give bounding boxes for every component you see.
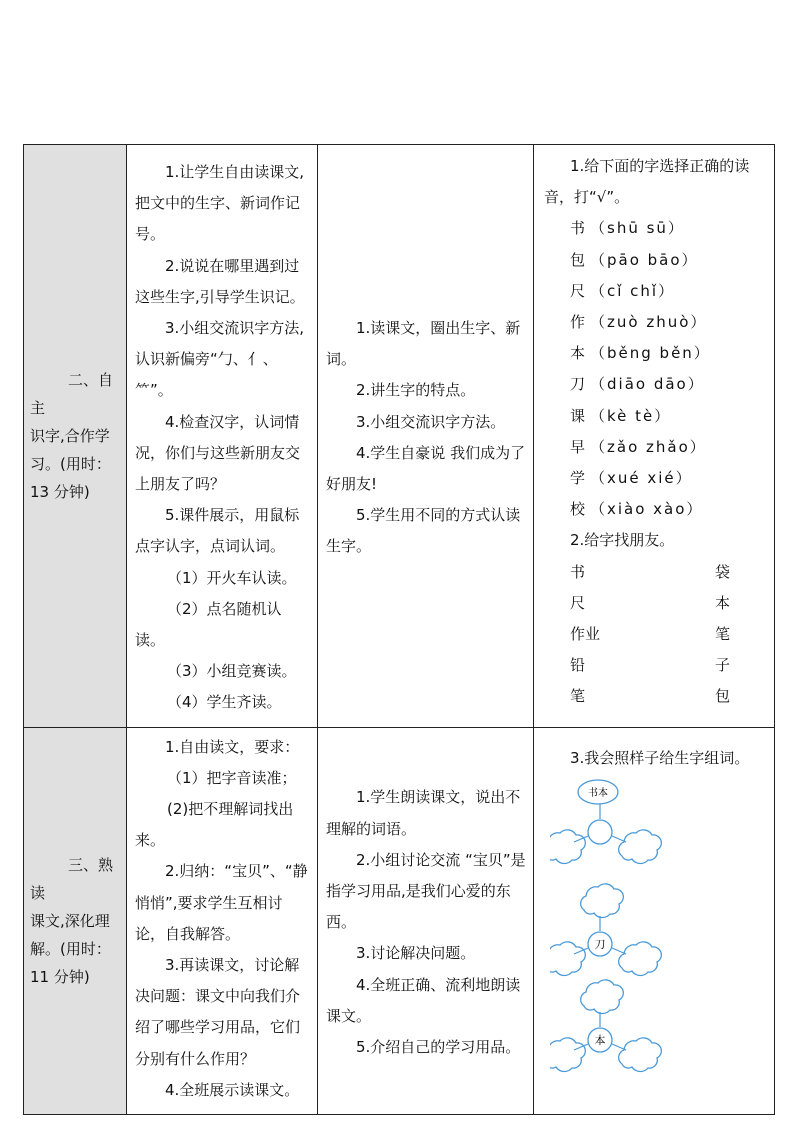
pinyin-choice: 学 （xué xié）	[570, 469, 693, 488]
pair-row: 书 袋	[570, 562, 730, 581]
stage-line: 11 分钟)	[30, 967, 90, 986]
stage-cell	[24, 727, 127, 1114]
student-activity-cell	[318, 145, 534, 728]
cloud-shape	[581, 884, 624, 918]
teacher-step: 2.归纳：“宝贝”、“静悄悄”,要求学生互相讨论，自我解答。	[135, 862, 308, 943]
teacher-substep: （2）点名随机认读。	[135, 599, 282, 650]
cloud-shape	[550, 830, 585, 864]
teacher-substep: （4）学生齐读。	[167, 693, 282, 712]
example-word: 书本	[588, 787, 608, 799]
teacher-substep: （1）把字音读准；	[167, 768, 297, 787]
stage-line: 二、自主	[30, 370, 114, 417]
cloud-shape	[550, 942, 585, 976]
cloud-shape	[619, 830, 662, 864]
connector-line	[574, 948, 588, 954]
word-web	[550, 780, 661, 864]
student-step: 4.全班正确、流利地朗读课文。	[326, 975, 521, 1025]
pinyin-choice: 刀 （diāo dāo）	[570, 375, 705, 394]
teacher-step: 2.说说在哪里遇到过这些生字,引导学生识记。	[135, 256, 305, 306]
practice-cell	[534, 727, 775, 1114]
teacher-activity-cell	[127, 145, 318, 728]
stage-cell	[24, 145, 127, 728]
student-step: 2.讲生字的特点。	[356, 381, 476, 400]
pinyin-choice: 包 （pāo bāo）	[570, 250, 699, 269]
student-step: 2.小组讨论交流 “宝贝”是指学习用品,是我们心爱的东西。	[326, 850, 526, 932]
student-step: 3.小组交流识字方法。	[356, 412, 506, 431]
teacher-activity-cell	[127, 727, 318, 1114]
pair-row: 尺 本	[570, 593, 730, 612]
word-web-diagrams	[550, 770, 670, 1080]
teacher-substep: （1）开火车认读。	[167, 568, 297, 587]
connector-line	[574, 836, 588, 842]
teacher-step: 1.自由读文，要求：	[165, 737, 300, 756]
student-step: 5.学生用不同的方式认读生字。	[326, 506, 521, 556]
teacher-step: 4.检查汉字，认词情况，你们与这些新朋友交上朋友了吗？	[135, 412, 301, 494]
teacher-substep: （3）小组竞赛读。	[167, 662, 297, 681]
table-row	[24, 145, 775, 728]
matching-pairs	[544, 557, 766, 713]
center-character: 本	[594, 1033, 606, 1047]
center-circle	[588, 820, 612, 844]
pinyin-choice: 校 （xiào xào）	[570, 500, 704, 519]
connector-line	[574, 1044, 588, 1050]
student-step: 1.读课文，圈出生字、新词。	[326, 319, 521, 369]
pinyin-choice: 书 （shū sū）	[570, 219, 685, 238]
pinyin-choice: 尺 （cǐ chǐ）	[570, 281, 676, 300]
pair-row: 笔 包	[570, 687, 730, 706]
pinyin-choice: 本 （běng běn）	[570, 344, 711, 363]
teacher-step: 4.全班展示读课文。	[165, 1080, 300, 1099]
teacher-step: 3.再读课文，讨论解决问题：课文中向我们介绍了哪些学习用品，它们分别有什么作用？	[135, 956, 301, 1068]
stage-line: 解。(用时：	[30, 939, 111, 958]
pinyin-choice: 作 （zuò zhuò）	[570, 313, 708, 332]
word-web	[550, 980, 661, 1072]
student-step: 3.讨论解决问题。	[356, 944, 476, 963]
stage-line: 课文,深化理	[30, 911, 110, 930]
center-character: 刀	[594, 937, 606, 951]
teacher-step: 3.小组交流识字方法,认识新偏旁“勹、亻、⺮”。	[135, 319, 305, 400]
pair-row: 作业 笔	[570, 625, 730, 644]
question-2: 2.给字找朋友。	[570, 531, 675, 550]
stage-line: 13 分钟)	[30, 482, 90, 501]
teacher-substep: (2)把不理解词找出来。	[135, 800, 294, 850]
question-1: 1.给下面的字选择正确的读音，打“√”。	[544, 157, 750, 207]
table-row	[24, 727, 775, 1114]
stage-line: 习。(用时：	[30, 454, 111, 473]
student-activity-cell	[318, 727, 534, 1114]
teacher-step: 5.课件展示，用鼠标点字认字，点词认词。	[135, 506, 300, 556]
teacher-step: 1.让学生自由读课文,把文中的生字、新词作记号。	[135, 163, 305, 244]
pinyin-choice: 课 （kè tè）	[570, 406, 672, 425]
cloud-shape	[550, 1038, 585, 1072]
stage-line: 识字,合作学	[30, 426, 110, 445]
student-step: 5.介绍自己的学习用品。	[356, 1038, 521, 1057]
practice-cell	[534, 145, 775, 728]
question-3: 3.我会照样子给生字组词。	[570, 748, 750, 767]
cloud-shape	[619, 942, 662, 976]
cloud-shape	[581, 980, 624, 1014]
lesson-plan-table	[23, 144, 775, 1115]
student-step: 1.学生朗读课文，说出不理解的词语。	[326, 788, 521, 838]
word-web	[550, 884, 661, 976]
pair-row: 铅 子	[570, 656, 730, 675]
pinyin-choice: 早 （zǎo zhǎo）	[570, 437, 707, 456]
cloud-shape	[619, 1038, 662, 1072]
student-step: 4.学生自豪说 我们成为了好朋友!	[326, 443, 526, 494]
stage-line: 三、熟读	[30, 855, 114, 902]
